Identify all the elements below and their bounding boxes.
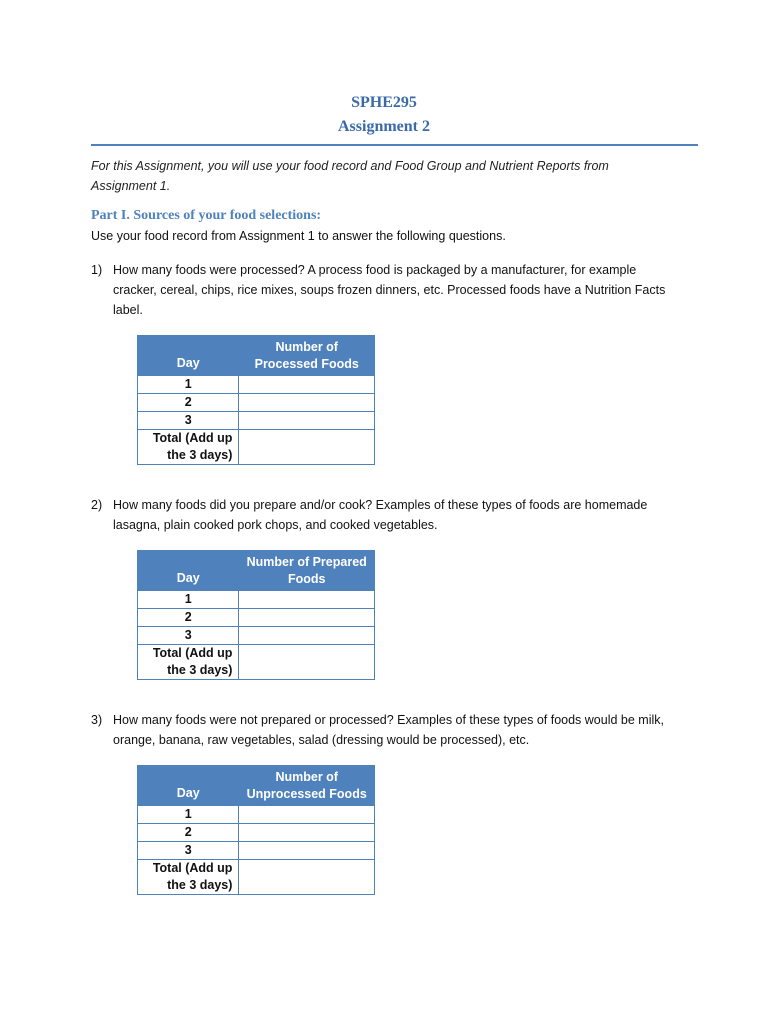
table-row xyxy=(138,376,375,394)
total-answer-cell[interactable] xyxy=(239,645,375,680)
table-row xyxy=(138,627,375,645)
table-row-total xyxy=(138,645,375,680)
answer-cell[interactable] xyxy=(239,824,375,842)
intro-text: For this Assignment, you will use your food record and Food Group and Nutrient Reports from Assignment 1. xyxy=(91,159,609,193)
total-label: Total (Add up the 3 days) xyxy=(138,645,239,680)
total-label: Total (Add up the 3 days) xyxy=(138,860,239,895)
part-heading: Part I. Sources of your food selections: xyxy=(91,208,322,223)
question-text: How many foods were processed? A process food is packaged by a manufacturer, for example cracker, cereal, chips, rice mixes, soups frozen dinners, etc. Processed foods have a Nutrition Facts label. xyxy=(113,263,666,317)
question-number: 1) xyxy=(91,263,103,277)
answer-cell[interactable] xyxy=(239,412,375,430)
title-divider xyxy=(91,144,698,146)
processed-foods-table xyxy=(137,335,375,465)
total-answer-cell[interactable] xyxy=(239,430,375,465)
total-answer-cell[interactable] xyxy=(239,860,375,895)
day-cell: 3 xyxy=(138,412,239,430)
answer-cell[interactable] xyxy=(239,376,375,394)
day-cell: 1 xyxy=(138,376,239,394)
question-2 xyxy=(91,495,681,535)
part-instructions: Use your food record from Assignment 1 to answer the following questions. xyxy=(91,229,506,243)
table-row xyxy=(138,824,375,842)
day-cell: 3 xyxy=(138,627,239,645)
table-row-total xyxy=(138,860,375,895)
answer-cell[interactable] xyxy=(239,591,375,609)
count-column-header: Number of Prepared Foods xyxy=(239,551,375,591)
table-row xyxy=(138,412,375,430)
answer-cell[interactable] xyxy=(239,394,375,412)
answer-cell[interactable] xyxy=(239,842,375,860)
question-1 xyxy=(91,260,681,320)
table-row xyxy=(138,806,375,824)
question-3 xyxy=(91,710,681,750)
day-cell: 1 xyxy=(138,591,239,609)
table-header-row xyxy=(138,551,375,591)
question-text: How many foods were not prepared or processed? Examples of these types of foods would be milk, orange, banana, raw vegetables, salad (dressing would be processed), etc. xyxy=(113,713,664,747)
count-column-header: Number of Processed Foods xyxy=(239,336,375,376)
day-cell: 2 xyxy=(138,394,239,412)
unprocessed-foods-table xyxy=(137,765,375,895)
day-cell: 2 xyxy=(138,824,239,842)
count-column-header: Number of Unprocessed Foods xyxy=(239,766,375,806)
question-number: 3) xyxy=(91,713,103,727)
assignment-title: Assignment 2 xyxy=(337,118,430,135)
course-code: SPHE295 xyxy=(351,94,417,111)
table-row xyxy=(138,394,375,412)
answer-cell[interactable] xyxy=(239,627,375,645)
day-cell: 3 xyxy=(138,842,239,860)
answer-cell[interactable] xyxy=(239,806,375,824)
answer-cell[interactable] xyxy=(239,609,375,627)
document-header xyxy=(0,92,768,140)
day-column-header: Day xyxy=(138,766,239,806)
total-label: Total (Add up the 3 days) xyxy=(138,430,239,465)
table-header-row xyxy=(138,336,375,376)
table-row xyxy=(138,842,375,860)
question-number: 2) xyxy=(91,498,103,512)
day-cell: 2 xyxy=(138,609,239,627)
table-header-row xyxy=(138,766,375,806)
prepared-foods-table xyxy=(137,550,375,680)
table-row-total xyxy=(138,430,375,465)
day-column-header: Day xyxy=(138,551,239,591)
table-row xyxy=(138,609,375,627)
table-row xyxy=(138,591,375,609)
day-cell: 1 xyxy=(138,806,239,824)
question-text: How many foods did you prepare and/or cook? Examples of these types of foods are homemade lasagna, plain cooked pork chops, and cooked vegetables. xyxy=(113,498,648,532)
day-column-header: Day xyxy=(138,336,239,376)
